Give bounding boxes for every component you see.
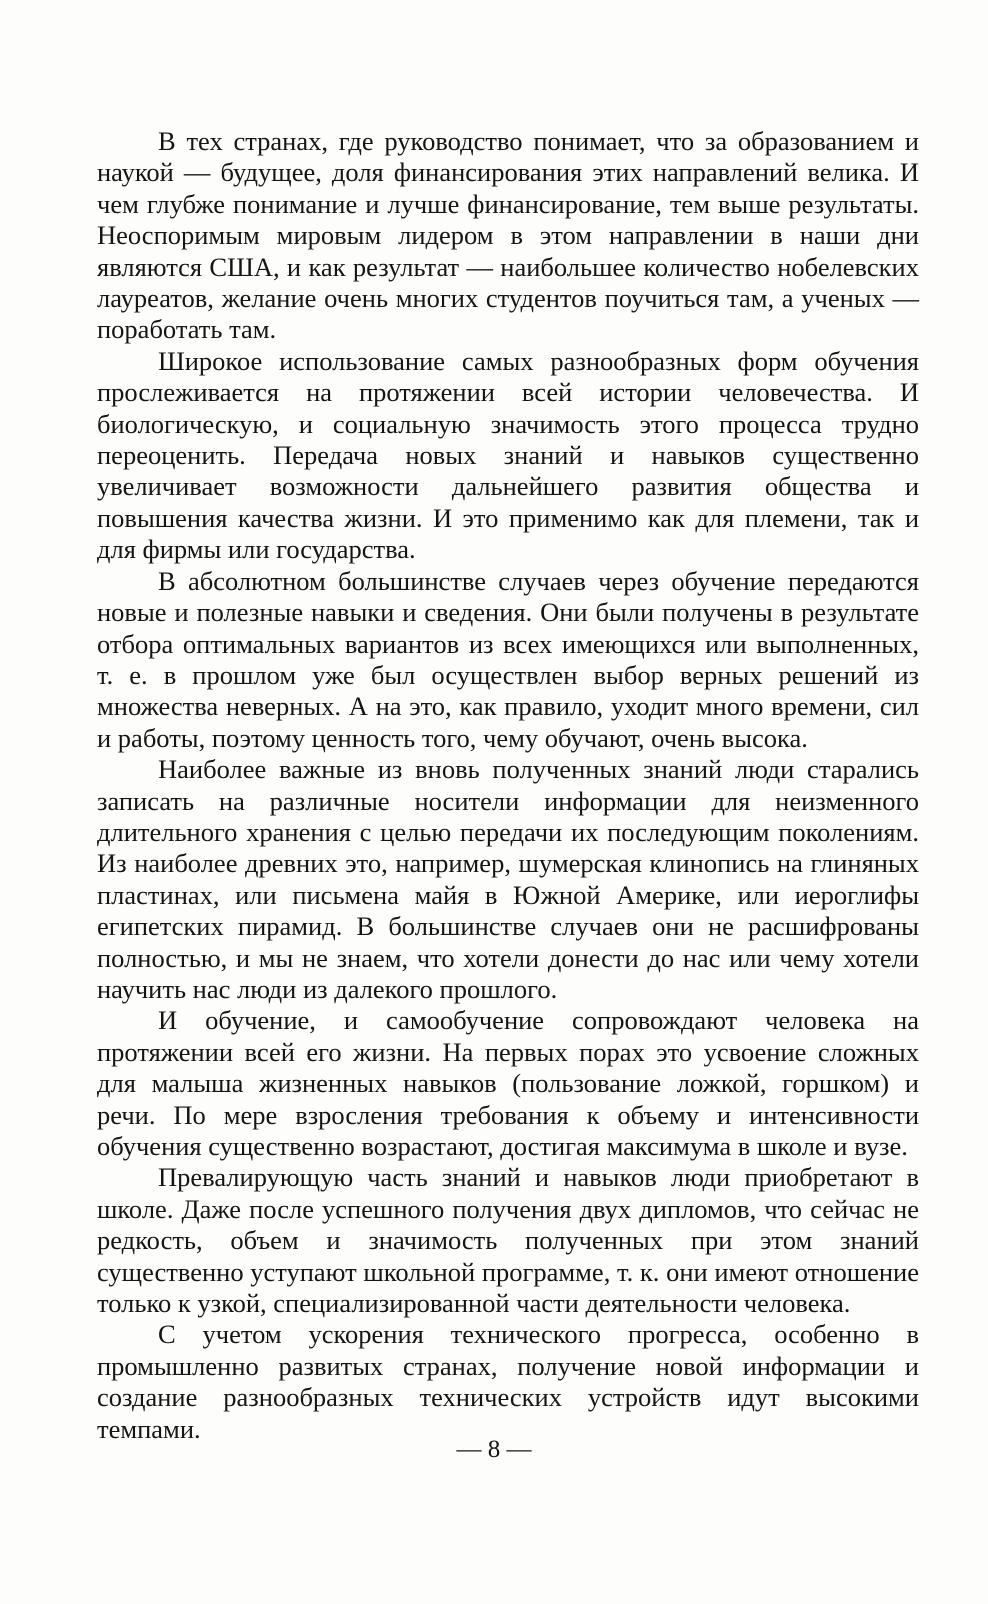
paragraph-7: С учетом ускорения технического прогресса, особенно в промышленно развитых странах, получение новой информации и создание разнообразных технических устройств идут высокими темпами. (97, 1319, 919, 1444)
paragraph-4: Наиболее важные из вновь полученных знаний люди старались записать на различные носители информации для неизменного длительного хранения с целью передачи их последующим поколениям. Из наиболее древних это, например, шумерская клинопись на глиняных пластинах, или письмена майя в Южной Америке, или иероглифы египетских пирамид. В большинстве случаев они не расшифрованы полностью, и мы не знаем, что хотели донести до нас или чему хотели научить нас люди из далекого прошлого. (97, 754, 919, 1004)
paragraph-6: Превалирующую часть знаний и навыков люди приобретают в школе. Даже после успешного получения двух дипломов, что сейчас не редкость, объем и значимость полученных при этом знаний существенно уступают школьной программе, т. к. они имеют отношение только к узкой, специализированной части деятельности человека. (97, 1162, 919, 1319)
body-text (97, 126, 919, 1445)
paragraph-2: Широкое использование самых разнообразных форм обучения прослеживается на протяжении всей истории человечества. И биологическую, и социальную значимость этого процесса трудно переоценить. Передача новых знаний и навыков существенно увеличивает возможности дальнейшего развития общества и повышения качества жизни. И это применимо как для племени, так и для фирмы или государства. (97, 345, 919, 565)
paragraph-1: В тех странах, где руководство понимает, что за образованием и наукой — будущее, доля финансирования этих направлений велика. И чем глубже понимание и лучше финансирование, тем выше результаты. Неоспоримым мировым лидером в этом направлении в наши дни являются США, и как результат — наибольшее количество нобелевских лауреатов, желание очень многих студентов поучиться там, а ученых — поработать там. (97, 126, 919, 345)
paragraph-5: И обучение, и самообучение сопровождают человека на протяжении всей его жизни. На первых порах это усвоение сложных для малыша жизненных навыков (пользование ложкой, горшком) и речи. По мере взросления требования к объему и интенсивности обучения существенно возрастают, достигая максимума в школе и вузе. (97, 1005, 919, 1161)
paragraph-3: В абсолютном большинстве случаев через обучение передаются новые и полезные навыки и сведения. Они были получены в результате отбора оптимальных вариантов из всех имеющихся или выполненных, т. е. в прошлом уже был осуществлен выбор верных решений из множества неверных. А на это, как правило, уходит много времени, сил и работы, поэтому ценность того, чему обучают, очень высока. (97, 565, 919, 753)
page-number: — 8 — (456, 1436, 532, 1463)
